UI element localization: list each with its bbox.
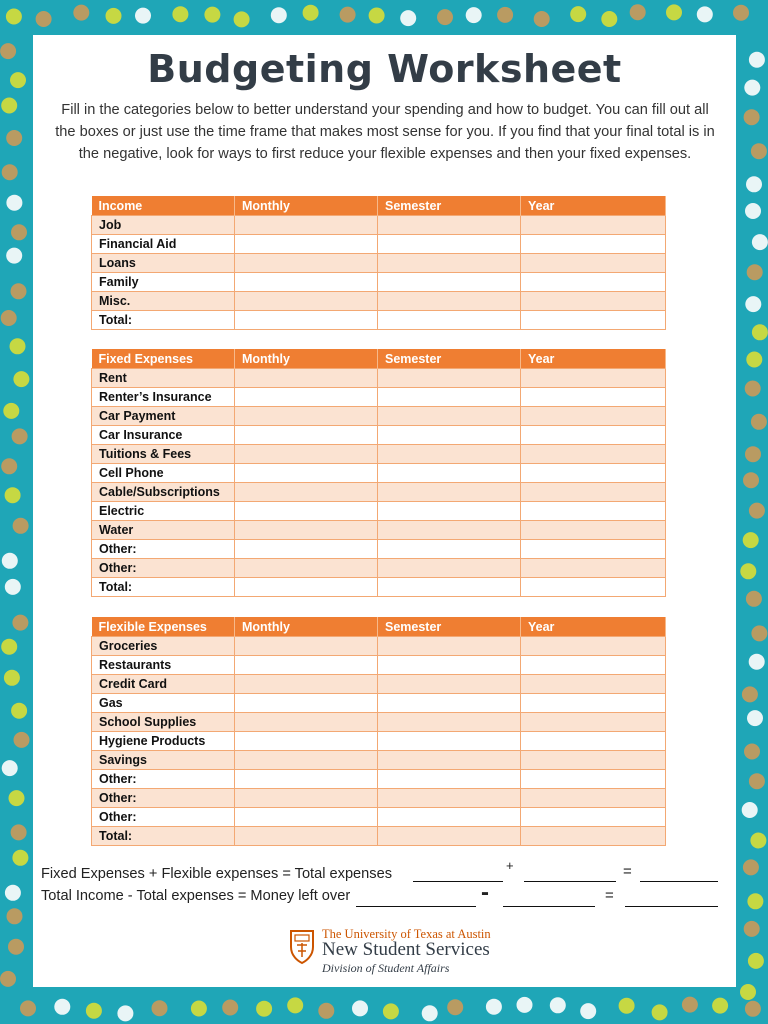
monthly-cell[interactable]: [235, 216, 378, 235]
polka-dot: [1, 458, 17, 474]
flexible-expenses-blank[interactable]: [524, 881, 616, 882]
table-row: [92, 407, 666, 426]
row-label: School Supplies: [92, 713, 235, 732]
year-cell[interactable]: [521, 464, 666, 483]
row-label: Restaurants: [92, 656, 235, 675]
polka-dot: [0, 971, 16, 987]
table-row: [92, 502, 666, 521]
row-label: Cable/Subscriptions: [92, 483, 235, 502]
polka-dot: [580, 1003, 596, 1019]
polka-dot: [652, 1004, 668, 1020]
row-label: Hygiene Products: [92, 732, 235, 751]
table-row: [92, 637, 666, 656]
row-label: Car Payment: [92, 407, 235, 426]
year-heading: Year: [521, 196, 666, 216]
semester-heading: Semester: [378, 349, 521, 369]
semester-heading: Semester: [378, 196, 521, 216]
money-left-equation: Total Income - Total expenses = Money left over: [41, 888, 351, 904]
flexible-expenses-table: [91, 617, 666, 846]
monthly-cell[interactable]: [235, 675, 378, 694]
monthly-cell[interactable]: [235, 388, 378, 407]
row-label: Other:: [92, 770, 235, 789]
polka-dot: [13, 371, 29, 387]
polka-dot: [352, 1000, 368, 1016]
semester-cell[interactable]: [378, 521, 521, 540]
polka-dot: [697, 6, 713, 22]
semester-cell[interactable]: [378, 292, 521, 311]
table-row: [92, 445, 666, 464]
income-table: [91, 196, 666, 330]
total-income-blank[interactable]: [356, 906, 476, 907]
polka-dot: [135, 8, 151, 24]
year-cell[interactable]: [521, 388, 666, 407]
table-row: [92, 388, 666, 407]
polka-dot: [745, 381, 761, 397]
polka-dot: [749, 503, 765, 519]
semester-cell[interactable]: [378, 789, 521, 808]
polka-dot: [619, 998, 635, 1014]
table-row: [92, 808, 666, 827]
semester-cell[interactable]: [378, 235, 521, 254]
year-cell[interactable]: [521, 808, 666, 827]
polka-dot: [12, 850, 28, 866]
table-row: [92, 827, 666, 846]
polka-dot: [10, 72, 26, 88]
year-cell[interactable]: [521, 369, 666, 388]
department-name: New Student Services: [322, 939, 490, 960]
row-label: Misc.: [92, 292, 235, 311]
year-cell[interactable]: [521, 273, 666, 292]
monthly-cell[interactable]: [235, 426, 378, 445]
semester-cell[interactable]: [378, 426, 521, 445]
monthly-heading: Monthly: [235, 349, 378, 369]
table-row: [92, 713, 666, 732]
monthly-cell[interactable]: [235, 578, 378, 597]
semester-cell[interactable]: [378, 808, 521, 827]
monthly-cell[interactable]: [235, 369, 378, 388]
semester-cell[interactable]: [378, 388, 521, 407]
fixed-expenses-blank[interactable]: [413, 881, 503, 882]
semester-cell[interactable]: [378, 656, 521, 675]
polka-dot: [747, 264, 763, 280]
monthly-cell[interactable]: [235, 235, 378, 254]
polka-dot: [5, 487, 21, 503]
semester-cell[interactable]: [378, 559, 521, 578]
polka-dot: [1, 98, 17, 114]
polka-dot: [5, 885, 21, 901]
polka-dot: [751, 625, 767, 641]
year-cell[interactable]: [521, 732, 666, 751]
monthly-cell[interactable]: [235, 694, 378, 713]
monthly-cell[interactable]: [235, 789, 378, 808]
polka-dot: [751, 414, 767, 430]
year-heading: Year: [521, 617, 666, 637]
row-label: Total:: [92, 311, 235, 330]
table-row: [92, 789, 666, 808]
table-row: [92, 292, 666, 311]
polka-dot: [6, 248, 22, 264]
polka-dot: [745, 1001, 761, 1017]
semester-cell[interactable]: [378, 732, 521, 751]
polka-dot: [517, 997, 533, 1013]
page-title: Budgeting Worksheet: [147, 47, 622, 91]
polka-dot: [733, 5, 749, 21]
polka-dot: [54, 999, 70, 1015]
polka-dot: [666, 4, 682, 20]
year-cell[interactable]: [521, 521, 666, 540]
minus-sign: -: [481, 879, 489, 906]
polka-dot: [748, 953, 764, 969]
monthly-heading: Monthly: [235, 196, 378, 216]
monthly-cell[interactable]: [235, 311, 378, 330]
polka-dot: [36, 11, 52, 27]
monthly-cell[interactable]: [235, 521, 378, 540]
polka-dot: [400, 10, 416, 26]
table-row: [92, 559, 666, 578]
polka-dot: [682, 997, 698, 1013]
table-row: [92, 311, 666, 330]
semester-cell[interactable]: [378, 464, 521, 483]
monthly-cell[interactable]: [235, 483, 378, 502]
polka-dot: [12, 428, 28, 444]
year-cell[interactable]: [521, 540, 666, 559]
monthly-cell[interactable]: [235, 732, 378, 751]
polka-dot: [287, 997, 303, 1013]
table-row: [92, 483, 666, 502]
polka-dot: [486, 999, 502, 1015]
polka-dot: [3, 403, 19, 419]
polka-dot: [742, 802, 758, 818]
polka-dot: [746, 591, 762, 607]
worksheet-page: [33, 35, 736, 987]
year-cell[interactable]: [521, 675, 666, 694]
year-cell[interactable]: [521, 694, 666, 713]
university-name: The University of Texas at Austin: [322, 927, 491, 941]
semester-cell[interactable]: [378, 770, 521, 789]
year-cell[interactable]: [521, 713, 666, 732]
row-label: Groceries: [92, 637, 235, 656]
semester-cell[interactable]: [378, 827, 521, 846]
year-cell[interactable]: [521, 827, 666, 846]
semester-cell[interactable]: [378, 407, 521, 426]
table-row: [92, 254, 666, 273]
polka-dot: [534, 11, 550, 27]
polka-dot: [369, 8, 385, 24]
polka-dot: [751, 143, 767, 159]
polka-dot: [743, 532, 759, 548]
total-expenses-blank[interactable]: [640, 881, 718, 882]
polka-dot: [422, 1005, 438, 1021]
polka-dot: [712, 998, 728, 1014]
polka-dot: [745, 296, 761, 312]
polka-dot: [11, 224, 27, 240]
polka-dot: [570, 6, 586, 22]
polka-dot: [744, 109, 760, 125]
row-label: Water: [92, 521, 235, 540]
polka-dot: [172, 6, 188, 22]
row-label: Cell Phone: [92, 464, 235, 483]
semester-cell[interactable]: [378, 637, 521, 656]
polka-dot: [0, 43, 16, 59]
polka-dot: [9, 790, 25, 806]
fixed-expenses-table: [91, 349, 666, 597]
polka-dot: [744, 80, 760, 96]
money-left-blank[interactable]: [625, 906, 718, 907]
polka-dot: [117, 1005, 133, 1021]
polka-dot: [12, 615, 28, 631]
polka-dot: [550, 997, 566, 1013]
row-label: Electric: [92, 502, 235, 521]
polka-dot: [750, 833, 766, 849]
table-row: [92, 521, 666, 540]
year-heading: Year: [521, 349, 666, 369]
polka-dot: [749, 654, 765, 670]
semester-cell[interactable]: [378, 216, 521, 235]
total-expenses-equation: Fixed Expenses + Flexible expenses = Total expenses: [41, 866, 392, 882]
semester-cell[interactable]: [378, 273, 521, 292]
monthly-cell[interactable]: [235, 502, 378, 521]
fixed-expenses-heading: Fixed Expenses: [92, 349, 235, 369]
row-label: Gas: [92, 694, 235, 713]
year-cell[interactable]: [521, 216, 666, 235]
row-label: Job: [92, 216, 235, 235]
year-cell[interactable]: [521, 751, 666, 770]
polka-dot: [746, 352, 762, 368]
table-row: [92, 732, 666, 751]
polka-dot: [152, 1000, 168, 1016]
equals-sign-2: =: [605, 887, 614, 904]
monthly-heading: Monthly: [235, 617, 378, 637]
table-row: [92, 540, 666, 559]
polka-dot: [11, 824, 27, 840]
polka-dot: [747, 893, 763, 909]
year-cell[interactable]: [521, 445, 666, 464]
polka-dot: [8, 939, 24, 955]
row-label: Other:: [92, 559, 235, 578]
polka-dot: [2, 760, 18, 776]
table-row: [92, 751, 666, 770]
monthly-cell[interactable]: [235, 751, 378, 770]
table-row: [92, 770, 666, 789]
year-cell[interactable]: [521, 311, 666, 330]
polka-dot: [746, 176, 762, 192]
polka-dot: [437, 9, 453, 25]
polka-dot: [106, 8, 122, 24]
year-cell[interactable]: [521, 483, 666, 502]
monthly-cell[interactable]: [235, 254, 378, 273]
polka-dot: [7, 908, 23, 924]
row-label: Car Insurance: [92, 426, 235, 445]
division-name: Division of Student Affairs: [322, 961, 450, 975]
polka-dot: [13, 518, 29, 534]
polka-dot: [2, 553, 18, 569]
polka-dot: [752, 324, 768, 340]
monthly-cell[interactable]: [235, 559, 378, 578]
table-row: [92, 656, 666, 675]
row-label: Credit Card: [92, 675, 235, 694]
semester-cell[interactable]: [378, 502, 521, 521]
polka-dot: [745, 446, 761, 462]
year-cell[interactable]: [521, 235, 666, 254]
row-label: Renter’s Insurance: [92, 388, 235, 407]
polka-dot: [4, 670, 20, 686]
year-cell[interactable]: [521, 407, 666, 426]
monthly-cell[interactable]: [235, 464, 378, 483]
polka-dot: [6, 130, 22, 146]
semester-cell[interactable]: [378, 369, 521, 388]
polka-dot: [5, 579, 21, 595]
polka-dot: [740, 563, 756, 579]
polka-dot: [86, 1003, 102, 1019]
polka-dot: [745, 203, 761, 219]
polka-dot: [271, 7, 287, 23]
polka-dot: [752, 234, 768, 250]
monthly-cell[interactable]: [235, 540, 378, 559]
polka-dot: [234, 11, 250, 27]
table-row: [92, 578, 666, 597]
polka-dot: [303, 5, 319, 21]
table-row: [92, 694, 666, 713]
equals-sign: =: [623, 863, 632, 880]
row-label: Total:: [92, 827, 235, 846]
year-cell[interactable]: [521, 656, 666, 675]
row-label: Family: [92, 273, 235, 292]
total-expenses-blank-2[interactable]: [503, 906, 595, 907]
polka-dot: [6, 9, 22, 25]
table-row: [92, 675, 666, 694]
year-cell[interactable]: [521, 559, 666, 578]
row-label: Rent: [92, 369, 235, 388]
income-heading: Income: [92, 196, 235, 216]
polka-dot: [749, 773, 765, 789]
polka-dot: [742, 686, 758, 702]
monthly-cell[interactable]: [235, 656, 378, 675]
table-row: [92, 426, 666, 445]
polka-dot: [749, 52, 765, 68]
year-cell[interactable]: [521, 292, 666, 311]
polka-dot: [191, 1001, 207, 1017]
semester-cell[interactable]: [378, 694, 521, 713]
year-cell[interactable]: [521, 426, 666, 445]
semester-cell[interactable]: [378, 540, 521, 559]
polka-dot: [743, 472, 759, 488]
monthly-cell[interactable]: [235, 637, 378, 656]
monthly-cell[interactable]: [235, 827, 378, 846]
table-row: [92, 464, 666, 483]
monthly-cell[interactable]: [235, 713, 378, 732]
semester-cell[interactable]: [378, 445, 521, 464]
row-label: Other:: [92, 540, 235, 559]
table-row: [92, 235, 666, 254]
row-label: Total:: [92, 578, 235, 597]
polka-dot: [222, 1000, 238, 1016]
table-row: [92, 369, 666, 388]
year-cell[interactable]: [521, 789, 666, 808]
polka-dot: [10, 338, 26, 354]
polka-dot: [14, 732, 30, 748]
plus-sign: +: [506, 858, 514, 873]
polka-dot: [20, 1000, 36, 1016]
semester-cell[interactable]: [378, 311, 521, 330]
semester-cell[interactable]: [378, 483, 521, 502]
monthly-cell[interactable]: [235, 808, 378, 827]
flexible-expenses-heading: Flexible Expenses: [92, 617, 235, 637]
polka-dot: [497, 7, 513, 23]
year-cell[interactable]: [521, 578, 666, 597]
polka-dot: [256, 1001, 272, 1017]
semester-cell[interactable]: [378, 713, 521, 732]
table-row: [92, 216, 666, 235]
semester-cell[interactable]: [378, 578, 521, 597]
polka-dot: [6, 195, 22, 211]
semester-cell[interactable]: [378, 751, 521, 770]
polka-dot: [383, 1003, 399, 1019]
monthly-cell[interactable]: [235, 407, 378, 426]
ut-shield-icon: [289, 929, 315, 965]
polka-dot: [743, 859, 759, 875]
semester-heading: Semester: [378, 617, 521, 637]
polka-dot: [204, 7, 220, 23]
row-label: Savings: [92, 751, 235, 770]
polka-dot: [340, 7, 356, 23]
row-label: Loans: [92, 254, 235, 273]
row-label: Financial Aid: [92, 235, 235, 254]
year-cell[interactable]: [521, 254, 666, 273]
table-row: [92, 273, 666, 292]
polka-dot: [447, 999, 463, 1015]
polka-dot: [747, 710, 763, 726]
polka-dot: [744, 744, 760, 760]
polka-dot: [466, 7, 482, 23]
monthly-cell[interactable]: [235, 292, 378, 311]
polka-dot: [630, 4, 646, 20]
year-cell[interactable]: [521, 637, 666, 656]
monthly-cell[interactable]: [235, 445, 378, 464]
monthly-cell[interactable]: [235, 273, 378, 292]
polka-dot: [11, 703, 27, 719]
polka-dot: [318, 1003, 334, 1019]
intro-paragraph: Fill in the categories below to better understand your spending and how to budget. You can fill out all the boxes or just use the time frame that makes most sense for you. If you find that your final total is in the negative, look for ways to first reduce your flexible expenses and then your fixed expenses.: [55, 102, 715, 162]
semester-cell[interactable]: [378, 675, 521, 694]
row-label: Other:: [92, 808, 235, 827]
polka-dot: [73, 5, 89, 21]
polka-dot: [744, 921, 760, 937]
row-label: Other:: [92, 789, 235, 808]
polka-dot: [1, 639, 17, 655]
polka-dot: [740, 984, 756, 1000]
footer-logo: [289, 925, 509, 977]
year-cell[interactable]: [521, 502, 666, 521]
year-cell[interactable]: [521, 770, 666, 789]
polka-dot: [11, 283, 27, 299]
polka-dot: [2, 164, 18, 180]
row-label: Tuitions & Fees: [92, 445, 235, 464]
semester-cell[interactable]: [378, 254, 521, 273]
monthly-cell[interactable]: [235, 770, 378, 789]
polka-dot: [1, 310, 17, 326]
polka-dot: [601, 11, 617, 27]
